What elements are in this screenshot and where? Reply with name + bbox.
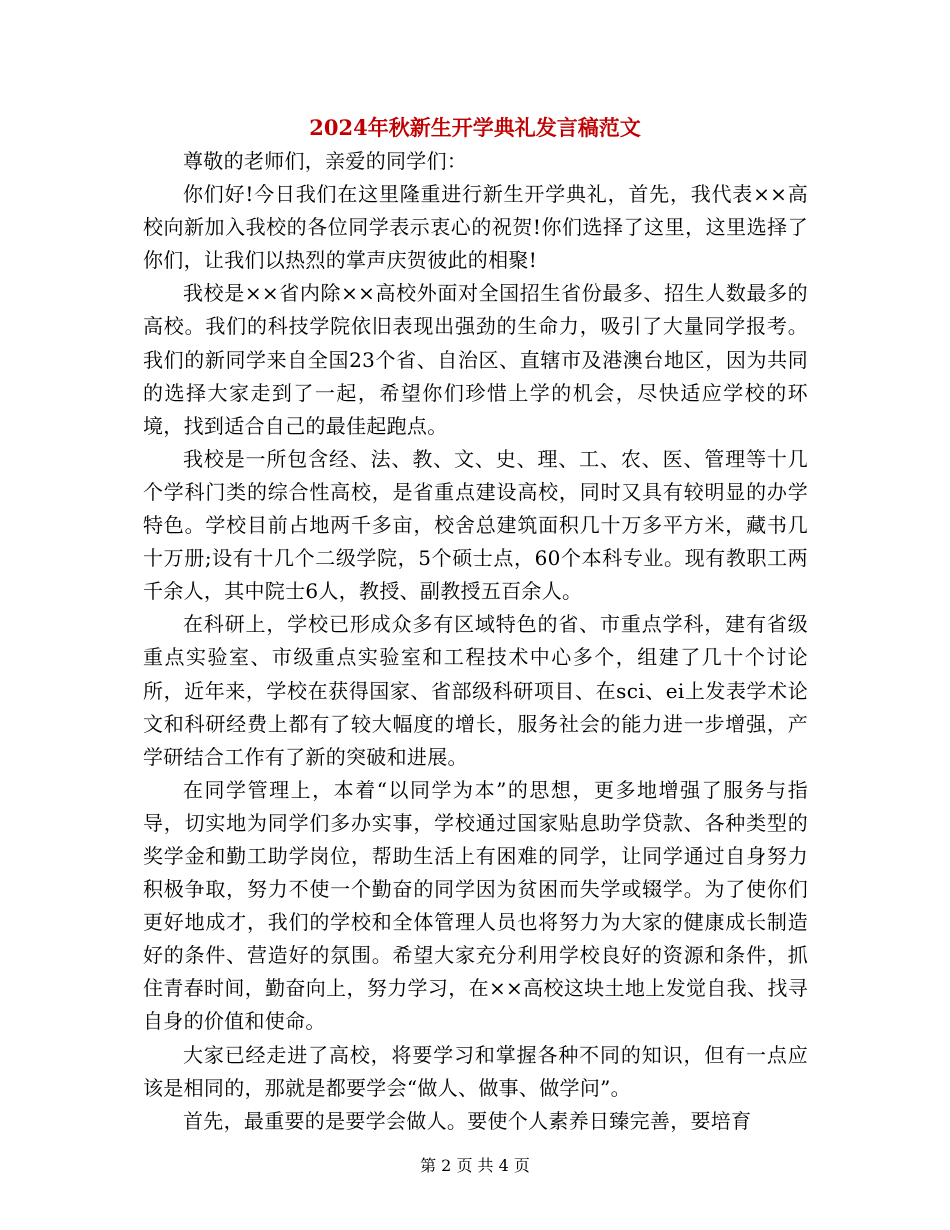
paragraph-salutation: 尊敬的老师们，亲爱的同学们： <box>183 149 468 173</box>
document-title: 2024年秋新生开学典礼发言稿范文 <box>309 115 641 140</box>
paragraph-enrollment: 我校是××省内除××高校外面对全国招生省份最多、招生人数最多的高校。我们的科技学院依旧表现出强劲的生命力，吸引了大量同学报考。我们的新同学来自全国23个省、自治区、直辖市及港澳台地区，因为共同的选择大家走到了一起，希望你们珍惜上学的机会，尽快适应学校的环境，找到适合自己的最佳起跑点。 <box>143 281 808 438</box>
paragraph-learning: 大家已经走进了高校，将要学习和掌握各种不同的知识，但有一点应该是相同的，那就是都要学会“做人、做事、做学问”。 <box>143 1042 808 1100</box>
page-number-footer: 第 2 页 共 4 页 <box>420 1156 530 1175</box>
paragraph-school-profile: 我校是一所包含经、法、教、文、史、理、工、农、医、管理等十几个学科门类的综合性高校，是省重点建设高校，同时又具有较明显的办学特色。学校目前占地两千多亩，校舍总建筑面积几十万多平方米，藏书几十万册;设有十几个二级学院，5个硕士点，60个本科专业。现有教职工两千余人，其中院士6人，教授、副教授五百余人。 <box>143 446 808 604</box>
document-body <box>143 145 808 1138</box>
paragraph-research: 在科研上，学校已形成众多有区域特色的省、市重点学科，建有省级重点实验室、市级重点实验室和工程技术中心多个，组建了几十个讨论所，近年来，学校在获得国家、省部级科研项目、在sci、ei上发表学术论文和科研经费上都有了较大幅度的增长，服务社会的能力进一步增强，产学研结合工作有了新的突破和进展。 <box>143 612 808 769</box>
paragraph-greeting: 你们好!今日我们在这里隆重进行新生开学典礼，首先，我代表××高校向新加入我校的各位同学表示衷心的祝贺!你们选择了这里，这里选择了你们，让我们以热烈的掌声庆贺彼此的相聚! <box>143 182 808 273</box>
paragraph-first-point: 首先，最重要的是要学会做人。要使个人素养日臻完善，要培育 <box>183 1108 752 1133</box>
paragraph-student-management: 在同学管理上，本着“以同学为本”的思想，更多地增强了服务与指导，切实地为同学们多办实事，学校通过国家贴息助学贷款、各种类型的奖学金和勤工助学岗位，帮助生活上有困难的同学，让同学通过自身努力积极争取，努力不使一个勤奋的同学因为贫困而失学或辍学。为了使你们更好地成才，我们的学校和全体管理人员也将努力为大家的健康成长制造好的条件、营造好的氛围。希望大家充分利用学校良好的资源和条件，抓住青春时间，勤奋向上，努力学习，在××高校这块土地上发觉自我、找寻自身的价值和使命。 <box>143 777 808 1034</box>
